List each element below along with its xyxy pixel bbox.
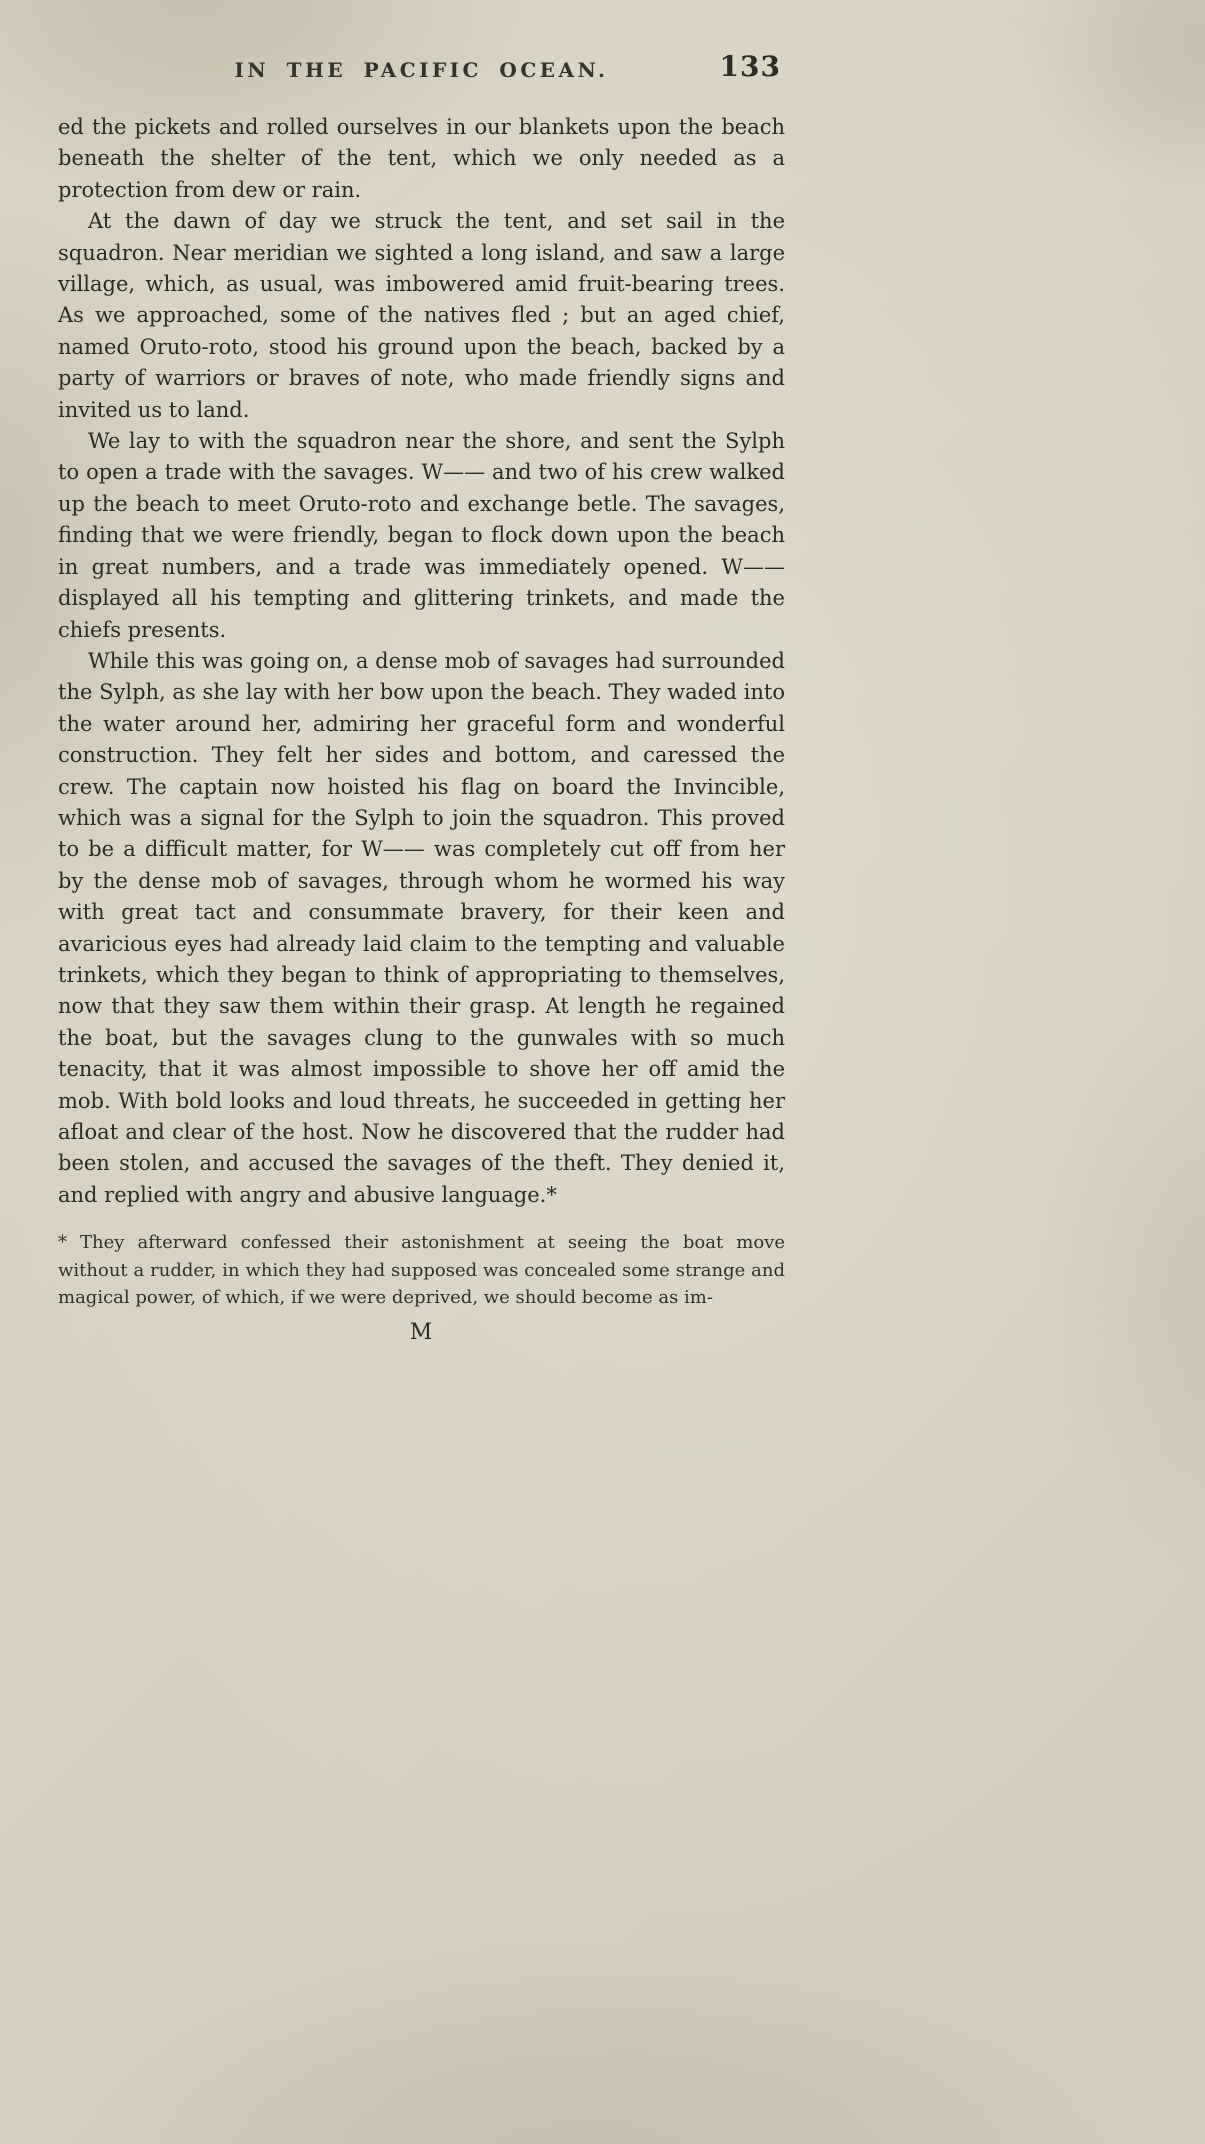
paragraph: At the dawn of day we struck the tent, and set sail in the squadron. Near meridian we sighted a long island, and saw a large village, which, as usual, was imbowered amid fruit-bearing trees. As we approached, some of the natives fled ; but an aged chief, named Oruto-roto, stood his ground upon the beach, backed by a party of warriors or braves of note, who made friendly signs and invited us to land. — [58, 209, 785, 422]
paragraph: While this was going on, a dense mob of savages had surrounded the Sylph, as she lay with her bow upon the beach. They waded into the water around her, admiring her graceful form and wonderful construction. They felt her sides and bottom, and caressed the crew. The captain now hoisted his flag on board the Invincible, which was a signal for the Sylph to join the squadron. This proved to be a difficult matter, for W—— was completely cut off from her by the dense mob of savages, through whom he wormed his way with great tact and consummate bravery, for their keen and avaricious eyes had already laid claim to the tempting and valuable trinkets, which they began to think of appropriating to themselves, now that they saw them within their grasp. At length he regained the boat, but the savages clung to the gunwales with so much tenacity, that it was almost impossible to shove her off amid the mob. With bold looks and loud threats, he succeeded in getting her afloat and clear of the host. Now he discovered that the rudder had been stolen, and accused the savages of the theft. They denied it, and replied with angry and abusive language.* — [58, 648, 785, 1207]
page-header — [58, 50, 785, 98]
paragraph: We lay to with the squadron near the shore, and sent the Sylph to open a trade with the savages. W—— and two of his crew walked up the beach to meet Oruto-roto and exchange betle. The savages, finding that we were friendly, began to flock down upon the beach in great numbers, and a trade was immediately opened. W—— displayed all his tempting and glittering trinkets, and made the chiefs presents. — [58, 429, 785, 642]
running-title: IN THE PACIFIC OCEAN. — [234, 58, 609, 82]
body-text — [58, 112, 785, 1211]
signature-mark: M — [409, 1320, 434, 1345]
page-number: 133 — [719, 50, 781, 83]
footnote: * They afterward confessed their astonishment at seeing the boat move without a rudder, in which they had supposed was concealed some strange and magical power, of which, if we were deprived, we should become as im- — [58, 1232, 785, 1309]
text-column — [58, 50, 785, 1345]
paragraph: ed the pickets and rolled ourselves in our blankets upon the beach beneath the shelter of the tent, which we only needed as a protection from dew or rain. — [58, 115, 785, 202]
